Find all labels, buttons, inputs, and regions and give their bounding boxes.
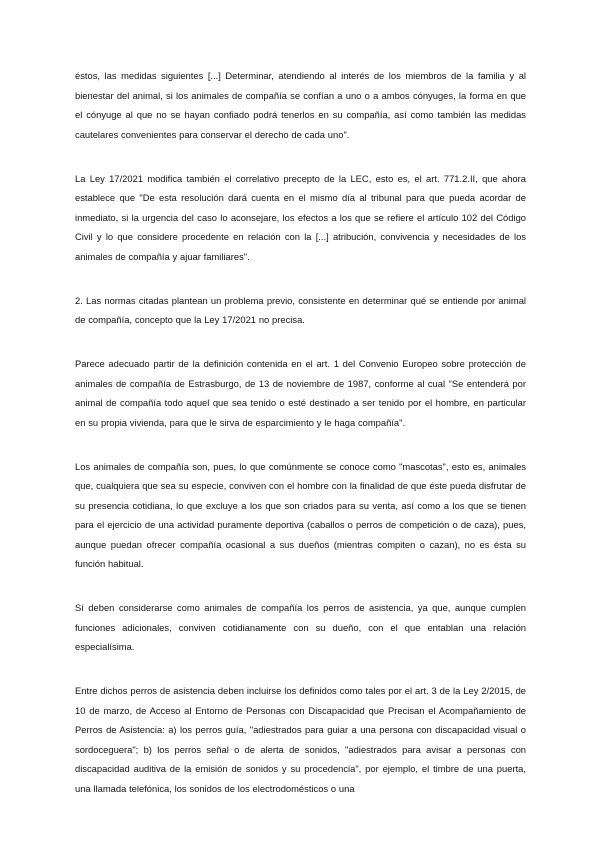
paragraph-4: Parece adecuado partir de la definición contenida en el art. 1 del Convenio Europeo sobre protección de animales de compañía de Estrasburgo, de 13 de noviembre de 1987, conforme al cual "Se entenderá por animal de compañía todo aquel que sea tenido o esté destinado a ser tenido por el hombre, en particular en su propia vivienda, para que le sirva de esparcimiento y le haga compañía". bbox=[75, 358, 526, 428]
paragraph-7: Entre dichos perros de asistencia deben incluirse los definidos como tales por el art. 3 de la Ley 2/2015, de 10 de marzo, de Acceso al Entorno de Personas con Discapacidad que Precisan el Acompañamiento de Perros de Asistencia: a) los perros guía, "adiestrados para guiar a una persona con discapacidad visual o sordoceguera"; b) los perros señal o de alerta de sonidos, "adiestrados para avisar a personas con discapacidad auditiva de la emisión de sonidos y su procedencia", por ejemplo, el timbre de una puerta, una llamada telefónica, los sonidos de los electrodomésticos o una bbox=[75, 685, 526, 794]
paragraph-3: 2. Las normas citadas plantean un problema previo, consistente en determinar qué se entiende por animal de compañía, concepto que la Ley 17/2021 no precisa. bbox=[75, 294, 526, 325]
paragraph-2: La Ley 17/2021 modifica también el correlativo precepto de la LEC, esto es, el art. 771.2.II, que ahora establece que "De esta resolución dará cuenta en el mismo día al tribunal para que pueda acordar de inmediato, si la urgencia del caso lo aconsejare, los efectos a los que se refiere el artículo 102 del Código Civil y lo que considere procedente en relación con la [...] atribución, convivencia y necesidades de los animales de compañía y ajuar familiares". bbox=[75, 172, 526, 262]
paragraph-1: éstos, las medidas siguientes [...] Determinar, atendiendo al interés de los miembros de la familia y al bienestar del animal, si los animales de compañía se confían a uno o a ambos cónyuges, la forma en que el cónyuge al que no se hayan confiado podrá tenerlos en su compañía, así como también las medidas cautelares convenientes para conservar el derecho de cada uno". bbox=[75, 70, 526, 140]
document-body bbox=[75, 66, 526, 823]
paragraph-6: Sí deben considerarse como animales de compañía los perros de asistencia, ya que, aunque cumplen funciones adicionales, conviven cotidianamente con su dueño, con el que entablan una relación especialísima. bbox=[75, 602, 526, 652]
paragraph-5: Los animales de compañía son, pues, lo que comúnmente se conoce como "mascotas", esto es, animales que, cualquiera que sea su especie, conviven con el hombre con la finalidad de que éste pueda disfrutar de su presencia cotidiana, lo que excluye a los que son criados para su venta, así como a los que se tienen para el ejercicio de una actividad puramente deportiva (caballos o perros de competición o de caza), pues, aunque puedan ofrecer compañía ocasional a sus dueños (mientras compiten o cazan), no es ésta su función habitual. bbox=[75, 460, 526, 569]
